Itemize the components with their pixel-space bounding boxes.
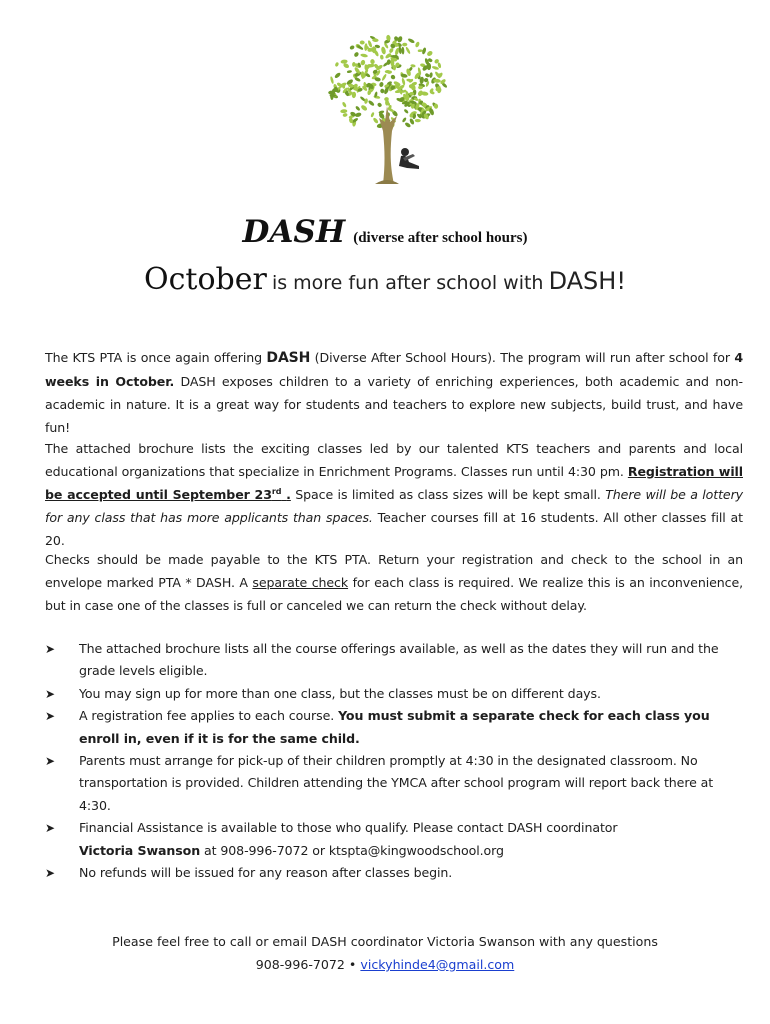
title: DASH xyxy=(242,214,346,250)
separate-check: separate check xyxy=(252,575,349,590)
bullet-pickup: Parents must arrange for pick-up of their children promptly at 4:30 in the designated classroom. No transportation is provided. Children attending the YMCA after school program will report back there at 4:30. xyxy=(79,753,714,813)
bullet-signup: You may sign up for more than one class, but the classes must be on different days. xyxy=(79,685,601,701)
tree-with-reader-icon xyxy=(323,26,451,184)
list-item xyxy=(45,683,745,705)
list-item xyxy=(45,817,745,862)
bullet-brochure: The attached brochure lists all the course offerings available, as well as the dates they will run and the grade levels eligible. xyxy=(79,641,719,679)
title-row xyxy=(0,214,770,256)
bullet-fee-bold: You must submit a separate check for each class you enroll in, even if it is for the same child. xyxy=(79,708,710,746)
brochure-paragraph xyxy=(45,437,743,552)
footer-phone: 908-996-7072 • xyxy=(255,957,357,972)
intro-dash: DASH xyxy=(266,350,311,366)
registration-deadline-sup: rd xyxy=(271,486,282,496)
brochure-text-1: The attached brochure lists the exciting classes led by our talented KTS teachers and parents and local educational organizations that specialize in Enrichment Programs. Classes run until 4:30 pm. xyxy=(45,441,743,479)
footer xyxy=(0,930,770,976)
intro-text-3: DASH exposes children to a variety of enriching experiences, both academic and non-academic in nature. It is a great way for students and teachers to explore new subjects, build trust, and have fun! xyxy=(45,374,744,435)
intro-weeks: 4 weeks in October. xyxy=(45,350,743,389)
tagline-text: is more fun after school with xyxy=(271,272,544,294)
bullet-fee: A registration fee applies to each course. xyxy=(79,708,335,724)
list-item xyxy=(45,862,745,884)
arrowhead-bullet-icon: ➤ xyxy=(45,709,55,724)
bullet-financial: Financial Assistance is available to those who qualify. Please contact DASH coordinator xyxy=(79,820,618,836)
tagline xyxy=(0,260,770,304)
lottery-note: There will be a lottery for any class that has more applicants than spaces. xyxy=(45,487,744,525)
list-item xyxy=(45,638,745,683)
footer-line: Please feel free to call or email DASH coordinator Victoria Swanson with any questions xyxy=(112,934,658,949)
arrowhead-bullet-icon: ➤ xyxy=(45,821,55,836)
checks-text-2: for each class is required. We realize this is an inconvenience, but in case one of the classes is full or canceled we can return the check without delay. xyxy=(45,575,743,613)
list-item xyxy=(45,705,745,750)
registration-deadline-end: . xyxy=(286,487,291,502)
coordinator-contact: at 908-996-7072 or ktspta@kingwoodschool.org xyxy=(203,842,504,858)
checks-paragraph xyxy=(45,548,743,617)
arrowhead-bullet-icon: ➤ xyxy=(45,642,55,656)
info-list xyxy=(45,638,745,884)
tagline-october: October xyxy=(144,262,267,297)
footer-contact xyxy=(0,953,770,976)
bullet-refunds: No refunds will be issued for any reason after classes begin. xyxy=(79,865,453,881)
intro-text-2: (Diverse After School Hours). The program will run after school for xyxy=(314,350,730,365)
title-subtitle: (diverse after school hours) xyxy=(353,230,528,246)
arrowhead-bullet-icon: ➤ xyxy=(45,866,55,881)
brochure-text-3: Teacher courses fill at 16 students. All other classes fill at 20. xyxy=(45,510,743,548)
brochure-text-2: Space is limited as class sizes will be kept small. xyxy=(295,487,601,502)
arrowhead-bullet-icon: ➤ xyxy=(45,754,55,769)
arrowhead-bullet-icon: ➤ xyxy=(45,686,55,701)
email-link[interactable]: vickyhinde4@gmail.com xyxy=(360,957,515,972)
checks-text-1: Checks should be made payable to the KTS PTA. Return your registration and check to the school in an envelope marked PTA * DASH. A xyxy=(45,552,743,590)
coordinator-name: Victoria Swanson xyxy=(79,842,201,858)
registration-deadline-text: Registration will be accepted until September 23 xyxy=(45,464,743,502)
intro-text-1: The KTS PTA is once again offering xyxy=(45,350,263,365)
list-item xyxy=(45,750,745,817)
intro-paragraph xyxy=(45,346,743,439)
tagline-dash: DASH! xyxy=(548,267,626,295)
